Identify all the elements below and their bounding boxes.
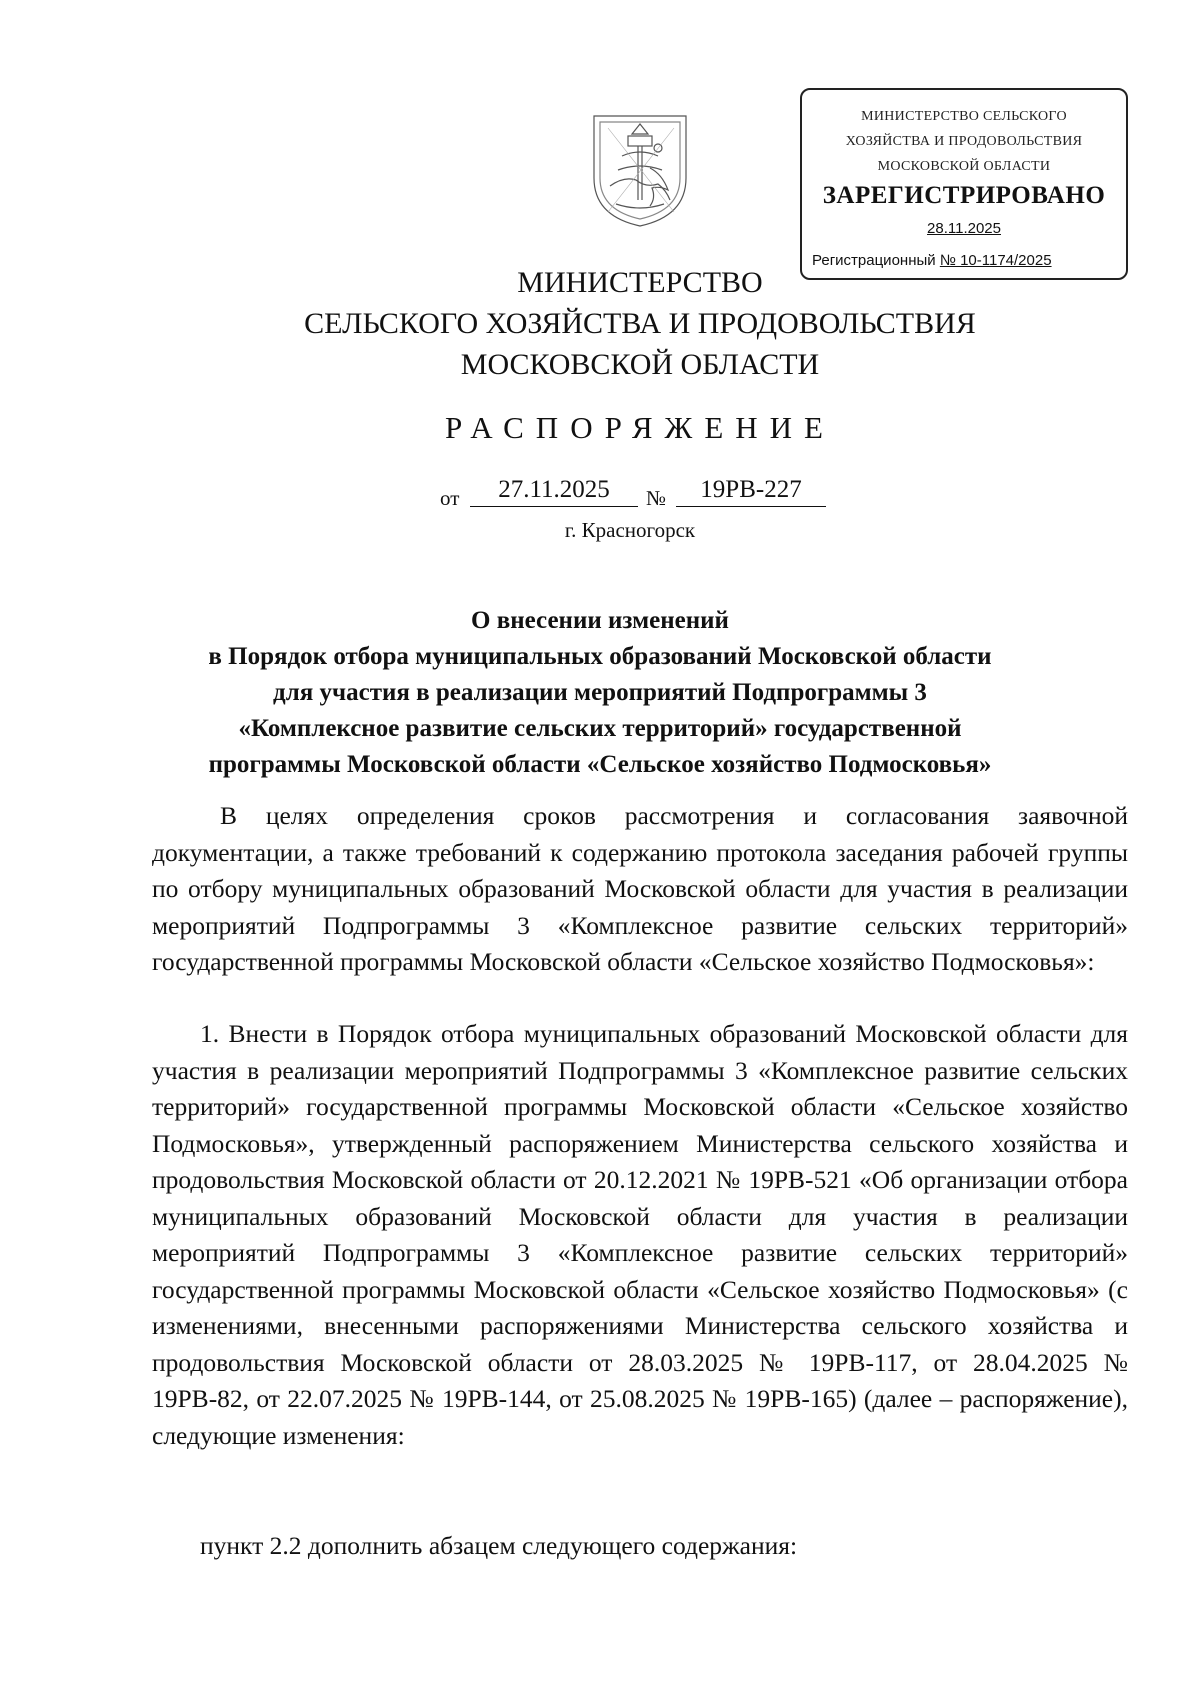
- ministry-line: СЕЛЬСКОГО ХОЗЯЙСТВА И ПРОДОВОЛЬСТВИЯ: [304, 307, 976, 340]
- stamp-organization: [802, 104, 1126, 179]
- stamp-registered-label: ЗАРЕГИСТРИРОВАНО: [822, 182, 1106, 209]
- document-date: 27.11.2025: [470, 476, 638, 507]
- document-title: [140, 603, 1060, 783]
- stamp-reg-label: Регистрационный: [812, 252, 936, 269]
- date-label: от: [440, 486, 460, 510]
- title-line: программы Московской области «Сельское хозяйство Подмосковья»: [208, 751, 992, 778]
- title-line: «Комплексное развитие сельских территорий» государственной: [238, 715, 962, 742]
- stamp-org-line: МОСКОВСКОЙ ОБЛАСТИ: [877, 159, 1051, 174]
- body-paragraph-clause: пункт 2.2 дополнить абзацем следующего содержания:: [200, 1531, 798, 1560]
- registration-stamp: [800, 88, 1128, 280]
- ministry-line: МИНИСТЕРСТВО: [517, 266, 763, 299]
- title-line: в Порядок отбора муниципальных образований Московской области: [208, 643, 992, 670]
- document-number: 19РВ-227: [676, 476, 826, 507]
- ministry-name: [200, 262, 1080, 385]
- stamp-org-line: МИНИСТЕРСТВО СЕЛЬСКОГО: [861, 109, 1067, 124]
- coat-of-arms-emblem: [588, 108, 692, 230]
- stamp-reg-number: № 10-1174/2025: [939, 252, 1052, 269]
- stamp-org-line: ХОЗЯЙСТВА И ПРОДОВОЛЬСТВИЯ: [845, 134, 1083, 149]
- stamp-date: 28.11.2025: [927, 220, 1001, 237]
- body-paragraph-item-1: 1. Внести в Порядок отбора муниципальных образований Московской области для участия в реализации мероприятий Подпрограммы 3 «Комплексное развитие сельских территорий» государственной программы Московской области «Сельское хозяйство Подмосковья», утвержденный распоряжением Министерства сельского хозяйства и продовольствия Московской области от 20.12.2021 № 19РВ-521 «Об организации отбора муниципальных образований Московской области для участия в реализации мероприятий Подпрограммы 3 «Комплексное развитие сельских территорий» государственной программы Московской области «Сельское хозяйство Подмосковья» (с изменениями, внесенными распоряжениями Министерства сельского хозяйства и продовольствия Московской области от 28.03.2025 № 19РВ-117, от 28.04.2025 № 19РВ-82, от 22.07.2025 № 19РВ-144, от 25.08.2025 № 19РВ-165) (далее – распоряжение), следующие изменения:: [152, 1019, 1128, 1450]
- date-number-row: [440, 476, 860, 510]
- title-line: для участия в реализации мероприятий Подпрограммы 3: [273, 679, 927, 706]
- number-label: №: [646, 486, 667, 510]
- city-name: г. Красногорск: [564, 518, 696, 542]
- ministry-line: МОСКОВСКОЙ ОБЛАСТИ: [460, 348, 820, 381]
- title-line: О внесении изменений: [471, 607, 729, 634]
- document-type-heading: РАСПОРЯЖЕНИЕ: [445, 410, 835, 445]
- body-paragraph-preamble: В целях определения сроков рассмотрения и согласования заявочной документации, а также требований к содержанию протокола заседания рабочей группы по отбору муниципальных образований Московской области для участия в реализации мероприятий Подпрограммы 3 «Комплексное развитие сельских территорий» государственной программы Московской области «Сельское хозяйство Подмосковья»:: [152, 801, 1128, 976]
